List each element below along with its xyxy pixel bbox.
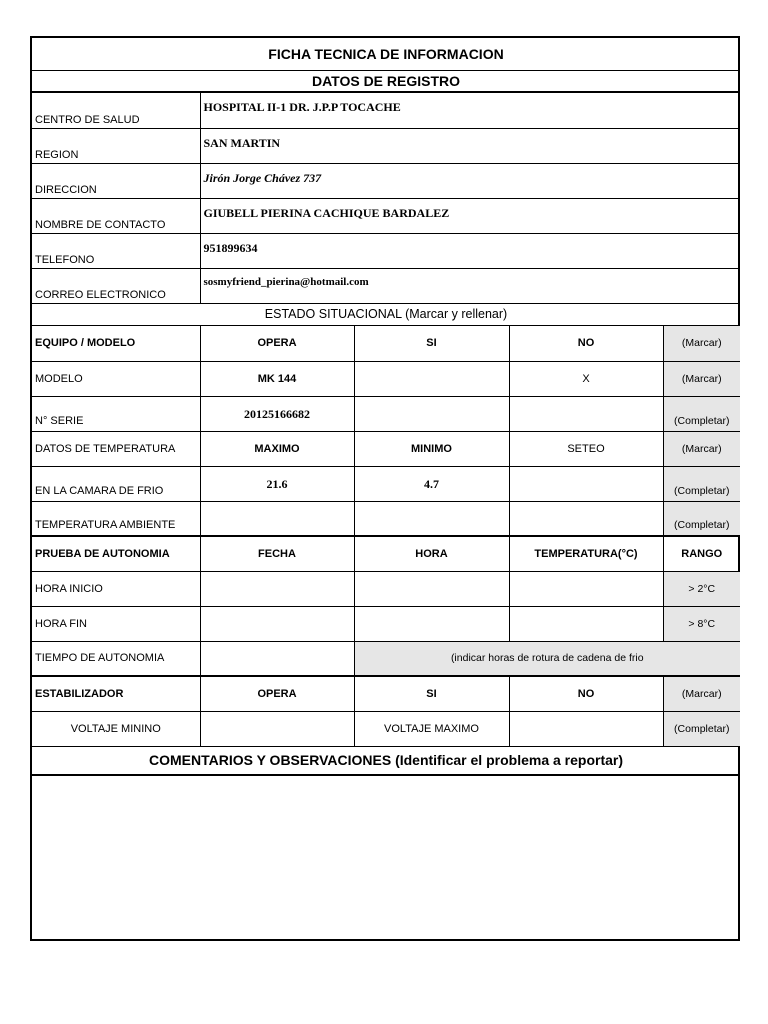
value-centro-salud[interactable]: HOSPITAL II-1 DR. J.P.P TOCACHE <box>200 93 740 128</box>
fin-hora-cell[interactable] <box>354 606 509 641</box>
registro-table <box>32 93 740 304</box>
hint-completar: (Completar) <box>663 466 740 501</box>
fin-temp-cell[interactable] <box>509 606 663 641</box>
value-telefono[interactable]: 951899634 <box>200 233 740 268</box>
rango-inicio: > 2°C <box>663 571 740 606</box>
label-autonomia: PRUEBA DE AUTONOMIA <box>32 536 200 571</box>
label-region: REGION <box>32 128 200 163</box>
estado-heading: ESTADO SITUACIONAL (Marcar y rellenar) <box>32 304 740 326</box>
inicio-fecha-cell[interactable] <box>200 571 354 606</box>
form-title: FICHA TECNICA DE INFORMACION <box>32 38 740 70</box>
label-centro-salud: CENTRO DE SALUD <box>32 93 200 128</box>
label-voltaje-minimo: VOLTAJE MININO <box>32 711 200 746</box>
value-seteo[interactable] <box>509 466 663 501</box>
value-contacto[interactable]: GIUBELL PIERINA CACHIQUE BARDALEZ <box>200 198 740 233</box>
label-tiempo-autonomia: TIEMPO DE AUTONOMIA <box>32 641 200 676</box>
label-direccion: DIRECCION <box>32 163 200 198</box>
label-telefono: TELEFONO <box>32 233 200 268</box>
col-si: SI <box>354 326 509 361</box>
fin-fecha-cell[interactable] <box>200 606 354 641</box>
label-hora-inicio: HORA INICIO <box>32 571 200 606</box>
estab-col-no: NO <box>509 676 663 711</box>
label-serie: N° SERIE <box>32 396 200 431</box>
hint-completar: (Completar) <box>663 396 740 431</box>
label-temperatura: DATOS DE TEMPERATURA <box>32 431 200 466</box>
col-minimo: MINIMO <box>354 431 509 466</box>
value-serie[interactable]: 20125166682 <box>200 396 354 431</box>
modelo-si-cell[interactable] <box>354 361 509 396</box>
hint-marcar: (Marcar) <box>663 676 740 711</box>
label-estabilizador: ESTABILIZADOR <box>32 676 200 711</box>
inicio-temp-cell[interactable] <box>509 571 663 606</box>
estado-table <box>32 326 740 747</box>
col-seteo: SETEO <box>509 431 663 466</box>
hint-marcar: (Marcar) <box>663 361 740 396</box>
comentarios-table <box>32 747 740 776</box>
estab-col-opera: OPERA <box>200 676 354 711</box>
col-hora: HORA <box>354 536 509 571</box>
label-equipo: EQUIPO / MODELO <box>32 326 200 361</box>
comentarios-heading: COMENTARIOS Y OBSERVACIONES (Identificar el problema a reportar) <box>32 747 740 775</box>
inicio-hora-cell[interactable] <box>354 571 509 606</box>
value-direccion[interactable]: Jirón Jorge Chávez 737 <box>200 163 740 198</box>
value-minimo[interactable]: 4.7 <box>354 466 509 501</box>
label-ambiente: TEMPERATURA AMBIENTE <box>32 501 200 536</box>
label-voltaje-maximo: VOLTAJE MAXIMO <box>354 711 509 746</box>
ambiente-cell-1[interactable] <box>200 501 354 536</box>
value-maximo[interactable]: 21.6 <box>200 466 354 501</box>
value-correo[interactable]: sosmyfriend_pierina@hotmail.com <box>200 268 740 303</box>
tiempo-cell[interactable] <box>200 641 354 676</box>
tiempo-note: (indicar horas de rotura de cadena de frio <box>354 641 740 676</box>
comentarios-area[interactable] <box>32 776 738 944</box>
label-modelo: MODELO <box>32 361 200 396</box>
label-camara: EN LA CAMARA DE FRIO <box>32 466 200 501</box>
label-correo: CORREO ELECTRONICO <box>32 268 200 303</box>
estab-col-si: SI <box>354 676 509 711</box>
col-opera: OPERA <box>200 326 354 361</box>
voltaje-minimo-cell[interactable] <box>200 711 354 746</box>
hint-marcar: (Marcar) <box>663 431 740 466</box>
registro-heading: DATOS DE REGISTRO <box>32 70 740 92</box>
col-temperatura: TEMPERATURA(°C) <box>509 536 663 571</box>
label-hora-fin: HORA FIN <box>32 606 200 641</box>
estado-heading-table <box>32 304 740 327</box>
col-fecha: FECHA <box>200 536 354 571</box>
col-no: NO <box>509 326 663 361</box>
ambiente-cell-2[interactable] <box>354 501 509 536</box>
value-region[interactable]: SAN MARTIN <box>200 128 740 163</box>
hint-completar: (Completar) <box>663 711 740 746</box>
serie-cell-2[interactable] <box>354 396 509 431</box>
hint-marcar: (Marcar) <box>663 326 740 361</box>
rango-fin: > 8°C <box>663 606 740 641</box>
hint-completar: (Completar) <box>663 501 740 536</box>
col-rango: RANGO <box>663 536 740 571</box>
serie-cell-3[interactable] <box>509 396 663 431</box>
voltaje-maximo-cell[interactable] <box>509 711 663 746</box>
col-maximo: MAXIMO <box>200 431 354 466</box>
ambiente-cell-3[interactable] <box>509 501 663 536</box>
technical-info-sheet <box>30 36 740 941</box>
header-table <box>32 38 740 93</box>
label-contacto: NOMBRE DE CONTACTO <box>32 198 200 233</box>
value-modelo[interactable]: MK 144 <box>200 361 354 396</box>
modelo-no-cell[interactable]: X <box>509 361 663 396</box>
